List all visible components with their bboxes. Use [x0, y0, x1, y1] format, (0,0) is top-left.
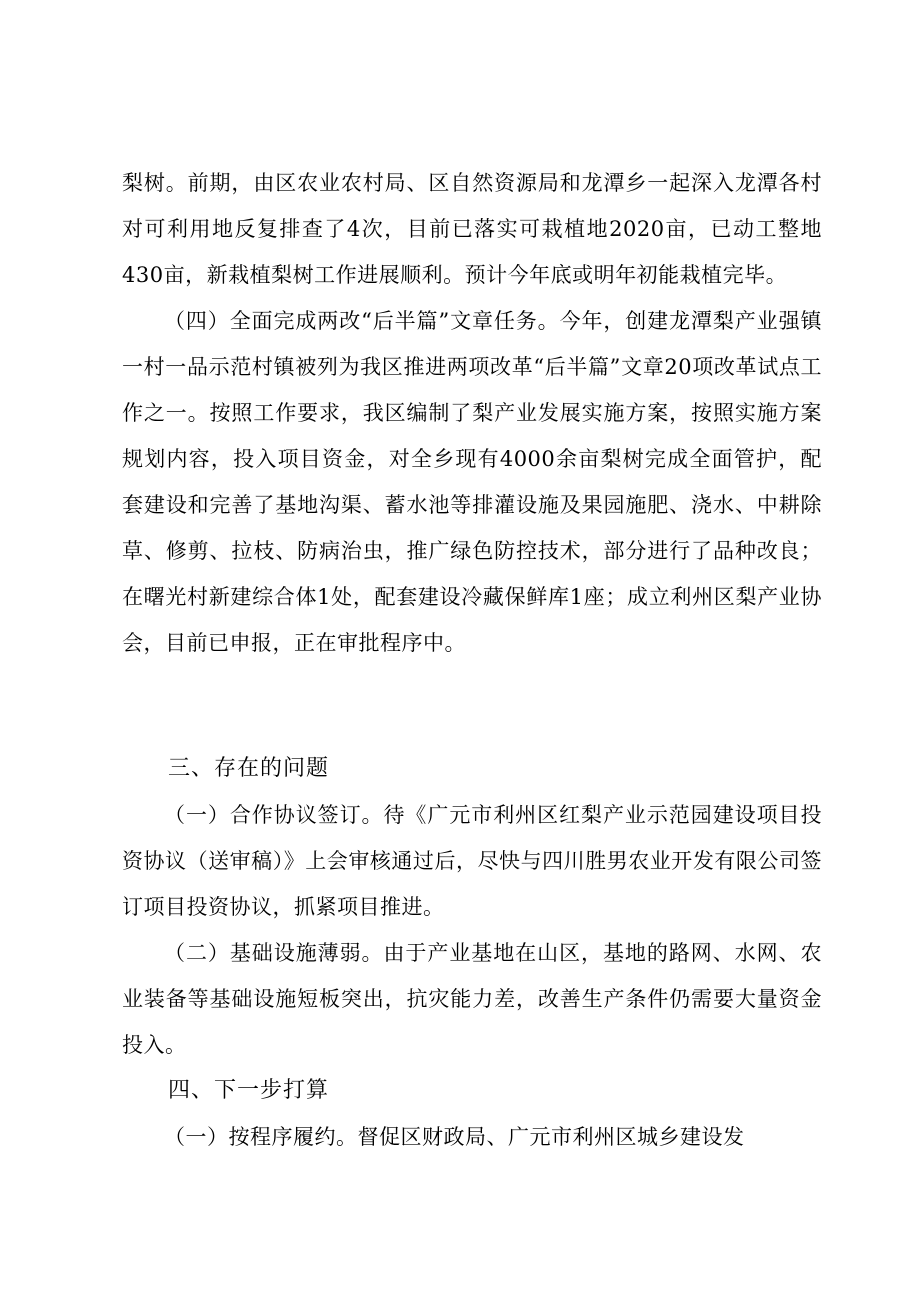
document-body-upper	[122, 160, 822, 666]
paragraph-agreement-signing: （一）合作协议签订。待《广元市利州区红梨产业示范园建设项目投资协议（送审稿）》上会审核通过后，尽快与四川胜男农业开发有限公司签订项目投资协议，抓紧项目推进。	[122, 803, 822, 919]
paragraph-fulfill-contract: （一）按程序履约。督促区财政局、广元市利州区城乡建设发	[164, 1125, 745, 1149]
paragraph-reform-task: （四）全面完成两改“后半篇”文章任务。今年，创建龙潭梨产业强镇一村一品示范村镇被列为我区推进两项改革“后半篇”文章20项改革试点工作之一。按照工作要求，我区编制了梨产业发展实施方案，按照实施方案规划内容，投入项目资金，对全乡现有4000余亩梨树完成全面管护，配套建设和完善了基地沟渠、蓄水池等排灌设施及果园施肥、浇水、中耕除草、修剪、拉枝、防病治虫，推广绿色防控技术，部分进行了品种改良；在曙光村新建综合体1处，配套建设冷藏保鲜库1座；成立利州区梨产业协会，目前已申报，正在审批程序中。	[122, 309, 822, 655]
paragraph-pear-planting: 梨树。前期，由区农业农村局、区自然资源局和龙潭乡一起深入龙潭各村对可利用地反复排查了4次，目前已落实可栽植地2020亩，已动工整地430亩，新栽植梨树工作进展顺利。预计今年底或明年初能栽植完毕。	[122, 171, 822, 287]
section-heading-problems: 三、存在的问题	[168, 756, 330, 781]
paragraph-weak-infrastructure: （二）基础设施薄弱。由于产业基地在山区，基地的路网、水网、农业装备等基础设施短板突出，抗灾能力差，改善生产条件仍需要大量资金投入。	[122, 941, 822, 1057]
section-heading-next-steps: 四、下一步打算	[168, 1078, 330, 1103]
document-body-middle	[122, 792, 822, 1068]
document-body-lower	[122, 1114, 822, 1160]
